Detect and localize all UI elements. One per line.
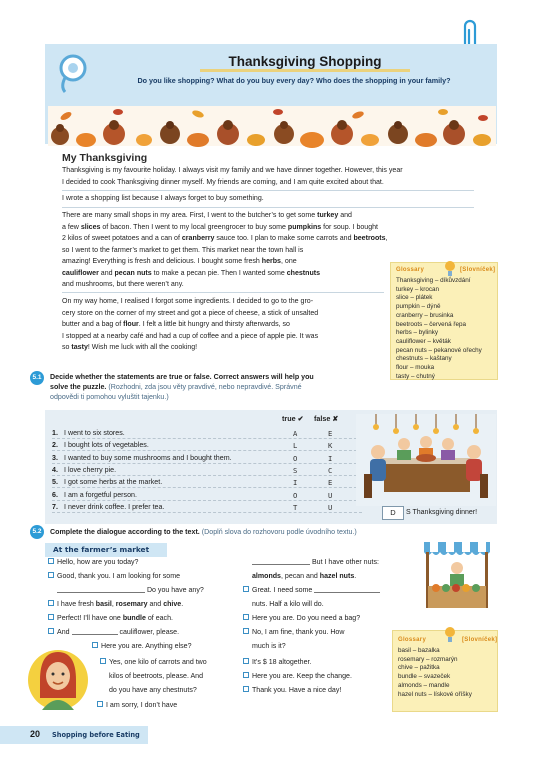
section-title: At the farmer’s market (45, 543, 167, 557)
dialogue-line: do you have any chestnuts? (109, 687, 197, 694)
glossary-entry: Thanksgiving – díkůvzdání (396, 277, 471, 284)
glossary-entry: pumpkin – dýně (396, 303, 441, 311)
article-line: On my way home, I realised I forgot some ingredients. I decided to go to the gro- (62, 298, 314, 305)
statement-row (52, 453, 362, 464)
dialogue-line: Thank you. Have a nice day! (243, 685, 341, 696)
exercise-number-badge: 5.1 (30, 371, 44, 385)
article-line: I wrote a shopping list because I always forget to buy something. (62, 195, 264, 202)
answer-first-letter: D (382, 506, 404, 520)
statement-row (52, 502, 362, 513)
glossary-entry: pecan nuts – pekanové ořechy (396, 346, 482, 354)
statement-row (52, 428, 362, 439)
article-line: and mushrooms, but there weren’t any. (62, 281, 184, 288)
statement-text: I bought lots of vegetables. (64, 441, 149, 450)
intro-question: Do you like shopping? What do you buy every day? Who does the shopping in your family? (137, 76, 451, 85)
statement-text: I am a forgetful person. (64, 490, 137, 499)
rich-line: almonds, pecan and hazel nuts. (252, 573, 357, 580)
true-letter[interactable]: L (293, 441, 298, 451)
article-heading: My Thanksgiving (62, 152, 148, 164)
dialogue-line: nuts. Half a kilo will do. (252, 601, 324, 608)
market-stall-illustration (418, 538, 496, 616)
glossary-list (398, 647, 472, 699)
checkbox[interactable] (243, 628, 249, 634)
answer-blank[interactable] (57, 585, 145, 593)
checkbox[interactable] (48, 600, 54, 606)
glossary-entry: hazel nuts – lískové oříšky (398, 690, 472, 698)
article-line: a few slices of bacon. Then I went to my local greengrocer to buy some pumpkins for soup. I bought (62, 223, 378, 231)
article-line: 2 kilos of sweet potatoes and a can of cranberry sauce too. I plan to make some carrots and beetroots, (62, 235, 388, 242)
page-title: Thanksgiving Shopping (228, 54, 382, 69)
dialogue-line: But I have other nuts: (252, 557, 379, 568)
article-line: I decided to cook Thanksgiving dinner myself. My friends are coming, and I am quite excited about that. (62, 178, 384, 186)
statement-number: 6. (52, 490, 58, 499)
checkbox[interactable] (48, 572, 54, 578)
checkbox[interactable] (243, 586, 249, 592)
exercise-number-badge: 5.2 (30, 525, 44, 539)
dialogue-line: It’s $ 18 altogether. (243, 657, 311, 668)
glossary-entry: cranberry – brusinka (396, 311, 454, 319)
answer-blank[interactable] (252, 557, 310, 565)
checkbox[interactable] (48, 614, 54, 620)
dialogue-line (252, 571, 356, 582)
dialogue-line: Great. I need some (243, 585, 380, 596)
glossary-entry: basil – bazalka (398, 647, 440, 654)
checkbox[interactable] (243, 686, 249, 692)
lightbulb-icon (444, 260, 456, 278)
statement-number: 1. (52, 429, 58, 437)
true-letter[interactable]: S (293, 465, 298, 475)
false-letter[interactable]: U (328, 490, 333, 500)
false-letter[interactable]: K (328, 441, 333, 451)
statement-row (52, 465, 362, 476)
glossary-heading-cz: [Slovníček] (462, 637, 498, 643)
false-letter[interactable]: U (328, 502, 333, 512)
dialogue-line (48, 613, 173, 624)
statement-row (52, 490, 362, 501)
checkbox[interactable] (48, 628, 54, 634)
statement-number: 4. (52, 465, 58, 474)
checkbox[interactable] (100, 658, 106, 664)
article-line: butter and a bag of flour. I felt a little bit hungry and thirsty afterwards, so (62, 321, 290, 328)
dialogue-line: I am sorry, I don’t have (97, 700, 177, 711)
article-line: There are many small shops in my area. First, I went to the butcher’s to get some turkey and (62, 212, 352, 219)
exercise-instruction (50, 527, 490, 537)
statement-row (52, 477, 362, 488)
divider (62, 190, 474, 191)
false-column-header: false ✘ (314, 414, 339, 423)
article-line: so I went to the farmer’s market to get them. This market near the town hall is (62, 246, 304, 254)
glossary-heading: Glossary (396, 267, 425, 273)
true-letter[interactable]: A (293, 429, 298, 438)
glossary-entry: bundle – svazeček (398, 673, 451, 681)
lightbulb-icon (444, 626, 456, 644)
false-letter[interactable]: E (328, 478, 333, 488)
statement-text: I got some herbs at the market. (64, 478, 163, 487)
answer-blank[interactable] (72, 627, 118, 635)
false-letter[interactable]: E (328, 429, 333, 438)
autumn-illustration (48, 100, 496, 152)
true-letter[interactable]: O (293, 490, 298, 500)
glossary-entry: rosemary – rozmarýn (398, 655, 458, 663)
checkbox[interactable] (243, 658, 249, 664)
article-line: amazing! Everything is fresh and delicious. I bought some fresh herbs, one (62, 258, 297, 265)
true-column-header: true ✔ (282, 414, 304, 423)
statement-number: 5. (52, 478, 58, 487)
dialogue-line: kilos of beetroots, please. And (109, 673, 204, 680)
article-line: cery store on the corner of my street and got a piece of cheese, a stick of unsalted (62, 309, 319, 317)
dialogue-line: Do you have any? (57, 585, 204, 596)
page-number: 20 (30, 729, 41, 739)
true-letter[interactable]: O (293, 453, 298, 463)
woman-portrait-illustration (20, 640, 96, 710)
rich-line: Perfect! I’ll have one bundle of each. (57, 615, 173, 622)
instruction-en: Decide whether the statements are true or false. Correct answers will help you (50, 373, 314, 381)
statement-number: 7. (52, 502, 58, 511)
dialogue-line: Hello, how are you today? (48, 557, 138, 568)
true-letter[interactable]: I (293, 478, 298, 488)
false-letter[interactable]: I (328, 453, 333, 463)
glossary-entry: slice – plátek (396, 294, 433, 302)
statement-number: 2. (52, 441, 58, 450)
instruction-cz: (Doplň slova do rozhovoru podle úvodního textu.) (201, 528, 357, 536)
title-highlight (200, 69, 410, 72)
footer-title: Shopping before Eating (52, 731, 140, 739)
instruction-cz: (Rozhodni, zda jsou věty pravdivé, nebo nepravdivé. Správné (108, 383, 302, 391)
statement-row (52, 440, 362, 451)
glossary-list (396, 277, 482, 381)
glossary-heading-cz: [Slovníček] (460, 267, 496, 273)
glossary-entry: cauliflower – květák (396, 337, 451, 345)
dialogue-line: much is it? (252, 643, 286, 650)
instruction-cz: odpovědi ti pomohou vyluštit tajenku.) (50, 393, 169, 401)
instruction-en: Complete the dialogue according to the text. (50, 528, 200, 536)
rich-line: I have fresh basil, rosemary and chive. (57, 601, 184, 608)
dialogue-line: Yes, one kilo of carrots and two (100, 657, 207, 668)
glossary-entry: chestnuts – kaštany (396, 355, 452, 363)
checkbox[interactable] (48, 558, 54, 564)
glossary-entry: beetroots – červená řepa (396, 320, 467, 328)
dialogue-line (48, 599, 183, 610)
dialogue-line: Here you are. Do you need a bag? (243, 613, 360, 624)
glossary-entry: herbs – bylinky (396, 329, 438, 337)
article-line: Thanksgiving is my favourite holiday. I always visit my family and we have dinner together. However, this year (62, 167, 403, 174)
true-letter[interactable]: T (293, 502, 298, 512)
divider (62, 292, 384, 293)
article-line: I stopped at a nearby café and had a cup of coffee and a piece of apple pie. It was (62, 332, 319, 340)
article-line: so tasty! Wish me luck with all the cooking! (62, 344, 198, 351)
statement-text: I wanted to buy some mushrooms and I bought them. (64, 453, 232, 462)
glossary-heading: Glossary (398, 637, 427, 643)
statement-text: I love cherry pie. (64, 465, 117, 474)
glossary-entry: tasty – chutný (396, 372, 435, 380)
checkbox[interactable] (243, 614, 249, 620)
instruction-en: solve the puzzle. (50, 383, 107, 391)
lightbulb-logo-icon (56, 52, 90, 96)
glossary-entry: flour – mouka (396, 364, 435, 372)
statement-text: I went to six stores. (64, 429, 125, 437)
dialogue-line: And cauliflower, please. (48, 627, 179, 638)
dialogue-line: Good, thank you. I am looking for some (48, 571, 180, 582)
dialogue-line: Here you are. Anything else? (92, 641, 192, 652)
divider (62, 207, 474, 208)
statement-number: 3. (52, 453, 58, 462)
answer-blank[interactable] (314, 585, 380, 593)
dialogue-line: No, I am fine, thank you. How (243, 627, 344, 638)
family-dinner-illustration (356, 414, 496, 506)
statement-text: I never drink coffee. I prefer tea. (64, 502, 165, 511)
glossary-entry: chive – pažitka (398, 664, 440, 672)
article-line: cauliflower and pecan nuts to make a pecan pie. Then I wanted some chestnuts (62, 269, 321, 277)
glossary-entry: almonds – mandle (398, 681, 450, 689)
checkbox[interactable] (243, 672, 249, 678)
glossary-entry: turkey – krocan (396, 285, 440, 293)
exercise-instruction (50, 372, 390, 402)
false-letter[interactable]: C (328, 465, 333, 475)
answer-text: S Thanksgiving dinner! (406, 509, 478, 516)
checkbox[interactable] (97, 701, 103, 707)
dialogue-line: Here you are. Keep the change. (243, 671, 352, 682)
